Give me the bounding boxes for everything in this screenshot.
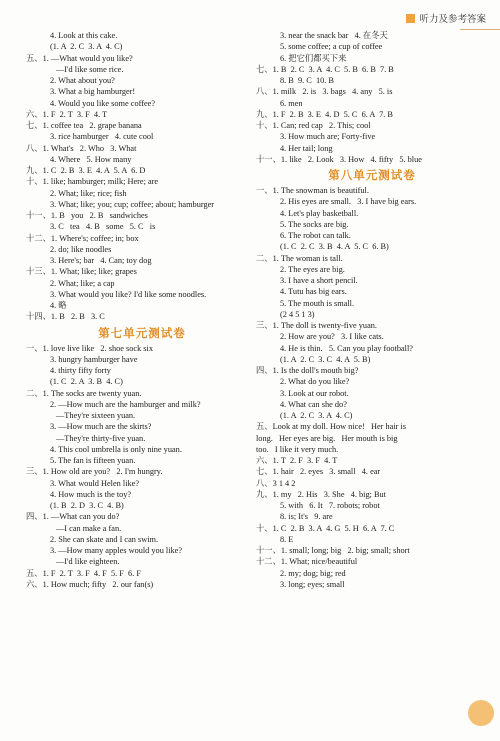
answer-line: 3. —How much are the skirts? — [50, 422, 152, 432]
unit8-title-text: 第八单元测试卷 — [328, 168, 416, 182]
answer-line: 四、1. —What can you do? — [26, 512, 120, 522]
answer-line: 5. The mouth is small. — [280, 298, 355, 308]
answer-line: 十二、1. Where's; coffee; in; box — [26, 233, 139, 243]
answer-line: 6. men — [280, 98, 303, 108]
answer-line: 九、1. F 2. B 3. E 4. D 5. C 6. A 7. B — [256, 109, 393, 119]
answer-line: 九、1. my 2. His 3. She 4. big; But — [256, 489, 386, 499]
answer-line: 二、1. The socks are twenty yuan. — [26, 388, 142, 398]
answer-line: 十三、1. What; like; like; grapes — [26, 267, 137, 277]
answer-line: 2. What do you like? — [280, 377, 350, 387]
answer-line: 2. —How much are the hamburger and milk? — [50, 399, 201, 409]
unit7-answer-list — [26, 343, 258, 591]
answer-line: 3. Here's; bar 4. Can; toy dog — [50, 256, 152, 265]
answer-line: 七、1. B 2. C 3. A 4. C 5. B 6. B 7. B — [256, 64, 394, 74]
answer-line: 8. is; It's 9. are — [280, 512, 333, 522]
unit7-title-text: 第七单元测试卷 — [98, 325, 186, 340]
answer-line: —I'd like eighteen. — [56, 557, 120, 567]
answer-line: 3. near the snack bar 4. 在冬天 — [280, 31, 388, 40]
right-answer-list — [256, 30, 488, 165]
answer-line: —They're sixteen yuan. — [56, 411, 136, 420]
answer-line: 2. my; dog; big; red — [280, 568, 346, 578]
answer-line: 四、1. Is the doll's mouth big? — [256, 366, 359, 375]
header-square-icon — [406, 14, 415, 23]
answer-line: (1. A 2. C 3. C 4. A 5. B) — [280, 354, 371, 364]
answer-line: 十、1. C 2. B 3. A 4. G 5. H 6. A 7. C — [256, 523, 395, 533]
answer-line: 九、1. C 2. B 3. E 4. A 5. A 6. D — [26, 166, 146, 175]
answer-line: (1. C 2. C 3. B 4. A 5. C 6. B) — [280, 242, 389, 252]
answer-line: (2 4 5 1 3) — [280, 309, 315, 319]
answer-line: 3. —How many apples would you like? — [50, 546, 183, 555]
answer-line: 3. Look at our robot. — [280, 388, 349, 398]
answer-line: 5. The fan is fifteen yuan. — [50, 456, 136, 465]
unit8-answer-list — [256, 185, 488, 590]
answer-line: 一、1. The snowman is beautiful. — [256, 186, 369, 195]
answer-line: 8. E — [280, 534, 294, 544]
header-tab — [406, 10, 486, 26]
page-number-badge — [468, 700, 494, 726]
answer-line: —I can make a fan. — [56, 523, 122, 533]
answer-line: 十四、1. B 2. B 3. C — [26, 312, 105, 322]
answer-line: 4. What can she do? — [280, 399, 347, 409]
answer-line: —I'd like some rice. — [56, 64, 124, 74]
answer-line: 五、1. F 2. T 3. F 4. F 5. F 6. F — [26, 568, 141, 578]
answer-line: 六、1. T 2. F 3. F 4. T — [256, 456, 338, 465]
answer-line: 2. What; like; rice; fish — [50, 188, 127, 198]
answer-line: long. Her eyes are big. Her mouth is big — [256, 433, 398, 443]
answer-line: 4. Would you like some coffee? — [50, 98, 156, 108]
answer-line: —They're thirty-five yuan. — [56, 433, 146, 443]
answer-line: 3. long; eyes; small — [280, 579, 345, 589]
answer-line: 2. She can skate and I can swim. — [50, 534, 159, 544]
answer-line: 八、1. milk 2. is 3. bags 4. any 5. is — [256, 87, 393, 97]
answer-line: 八、3 1 4 2 — [256, 478, 296, 488]
answer-line: (1. A 2. C 3. A 4. C) — [280, 411, 353, 420]
answer-line: 4. Let's play basketball. — [280, 208, 359, 218]
answer-line: too. I like it very much. — [256, 444, 339, 454]
answer-line: 六、1. F 2. T 3. F 4. T — [26, 109, 108, 119]
answer-line: 4. thirty fifty forty — [50, 366, 111, 375]
answer-line: 十一、1. B you 2. B sandwiches — [26, 211, 148, 220]
answer-line: 2. How are you? 3. I like cats. — [280, 332, 384, 342]
answer-line: (1. B 2. D 3. C 4. B) — [50, 501, 124, 510]
answer-line: 4. Where 5. How many — [50, 154, 132, 164]
left-answer-list — [26, 30, 258, 323]
answer-line: (1. C 2. A 3. B 4. C) — [50, 377, 123, 387]
answer-line: 3. I have a short pencil. — [280, 276, 358, 285]
answer-line: 4. Her tail; long — [280, 143, 333, 153]
answer-line: 6. The robot can talk. — [280, 231, 351, 240]
answer-line: 2. What; like; a cap — [50, 278, 115, 288]
answer-line: 3. What a big hamburger! — [50, 87, 136, 97]
answer-line: 4. 略 — [50, 301, 67, 310]
answer-line: 2. The eyes are big. — [280, 264, 345, 274]
answer-line: 3. How much are; Forty-five — [280, 132, 376, 142]
answer-line: 五、Look at my doll. How nice! Her hair is — [256, 422, 407, 432]
answer-line: 十、1. like; hamburger; milk; Here; are — [26, 177, 159, 187]
answer-line: 七、1. hair 2. eyes 3. small 4. ear — [256, 467, 381, 477]
answer-line: 三、1. The doll is twenty-five yuan. — [256, 321, 377, 330]
answer-line: 2. do; like noodles — [50, 244, 112, 254]
answer-line: 三、1. How old are you? 2. I'm hungry. — [26, 467, 163, 477]
answer-line: 4. How much is the toy? — [50, 489, 132, 499]
answer-line: (1. A 2. C 3. A 4. C) — [50, 42, 123, 52]
answer-line: 5. with 6. It 7. robots; robot — [280, 501, 380, 510]
answer-line: 8. B 9. C 10. B — [280, 76, 334, 85]
answer-line: 4. Tutu has big ears. — [280, 287, 347, 297]
answer-line: 5. some coffee; a cup of coffee — [280, 42, 383, 52]
answer-line: 5. The socks are big. — [280, 219, 349, 229]
unit8-title — [256, 165, 488, 185]
answer-line: 二、1. The woman is tall. — [256, 253, 343, 263]
left-column — [26, 30, 258, 590]
answer-line: 2. What about you? — [50, 76, 115, 85]
answer-line: 十二、1. What; nice/beautiful — [256, 557, 358, 567]
answer-line: 3. What would you like? I'd like some noodles. — [50, 289, 207, 299]
answer-line: 六、1. How much; fifty 2. our fan(s) — [26, 579, 154, 589]
header-title: 听力及参考答案 — [419, 14, 486, 25]
answer-line: 3. hungry hamburger have — [50, 354, 138, 364]
answer-line: 3. C tea 4. B some 5. C is — [50, 222, 156, 232]
answer-line: 4. He is thin. 5. Can you play football? — [280, 343, 413, 353]
answer-line: 五、1. —What would you like? — [26, 53, 133, 63]
answer-line: 八、1. What's 2. Who 3. What — [26, 143, 137, 153]
unit7-title — [26, 323, 258, 343]
answer-line: 4. Look at this cake. — [50, 31, 118, 40]
answer-line: 3. What would Helen like? — [50, 478, 140, 488]
answer-line: 4. This cool umbrella is only nine yuan. — [50, 444, 182, 454]
answer-line: 3. What; like; you; cup; coffee; about; hamburger — [50, 199, 215, 209]
answer-line: 6. 把它们都买下来 — [280, 53, 347, 63]
answer-line: 十一、1. small; long; big 2. big; small; short — [256, 546, 410, 555]
answer-line: 2. His eyes are small. 3. I have big ears. — [280, 197, 417, 207]
right-column — [256, 30, 488, 590]
answer-line: 一、1. love live like 2. shoe sock six — [26, 343, 153, 353]
answer-line: 十一、1. like 2. Look 3. How 4. fifty 5. blue — [256, 154, 422, 164]
answer-line: 3. rice hamburger 4. cute cool — [50, 132, 154, 142]
answer-line: 七、1. coffee tea 2. grape banana — [26, 121, 142, 130]
answer-line: 十、1. Can; red cap 2. This; cool — [256, 121, 371, 130]
